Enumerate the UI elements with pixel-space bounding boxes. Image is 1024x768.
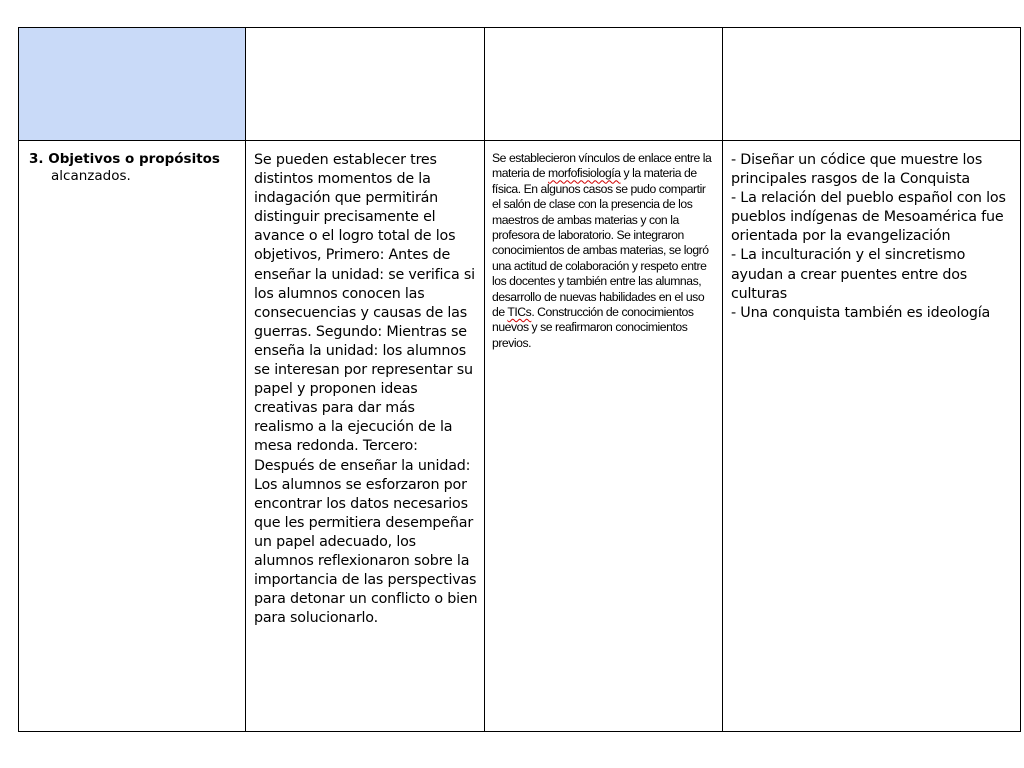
table-cell-empty — [246, 28, 485, 141]
links-text-part2: y la materia de física. En algunos casos se pudo compartir el salón de clase con la presencia de los maestros de ambas materias y con la profesora de laboratorio. Se integraron conocimientos de ambas materias, se logró una actitud de colaboración y respeto entre los docentes y también entre las alumnas, desarrollo de nuevas habilidades en el uso de — [492, 166, 709, 320]
label-cell-previous — [19, 28, 246, 141]
row-label-title: 3. Objetivos o propósitos — [29, 151, 220, 167]
list-item: - La relación del pueblo español con los pueblos indígenas de Mesoamérica fue orientada por la evangelización — [731, 190, 1006, 245]
links-text-part1: Se establecieron vínculos de enlace entre la materia de — [492, 151, 712, 181]
objectives-table — [18, 27, 1021, 732]
list-item: - La inculturación y el sincretismo ayudan a crear puentes entre dos culturas — [731, 247, 968, 302]
table-row-objectives — [19, 141, 1021, 732]
spellcheck-word: TICs — [507, 305, 532, 320]
outcomes-list — [723, 141, 1020, 323]
table-cell-links — [485, 141, 723, 732]
list-item: - Una conquista también es ideología — [731, 304, 991, 321]
table-cell-empty — [723, 28, 1021, 141]
row-label-rest: alcanzados. — [51, 168, 131, 184]
row-label — [19, 141, 245, 185]
moments-text: Se pueden establecer tres distintos momentos de la indagación que permitirán distinguir precisamente el avance o el logro total de los objetivos, Primero: Antes de enseñar la unidad: se verifica si los alumnos conocen las consecuencias y causas de las guerras. Segundo: Mientras se enseña la unidad: los alumnos se interesan por representar su papel y proponen ideas creativas para dar más realismo a la ejecución de la mesa redonda. Tercero: Después de enseñar la unidad: Los alumnos se esforzaron por encontrar los datos necesarios que les permitiera desempeñar un papel adecuado, los alumnos reflexionaron sobre la importancia de las perspectivas para detonar un conflicto o bien para solucionarlo. — [254, 152, 478, 627]
table-cell-moments — [246, 141, 485, 732]
spellcheck-word: morfofisiología — [548, 166, 621, 181]
label-cell-objectives — [19, 141, 246, 732]
table-cell-empty — [485, 28, 723, 141]
table-row-previous — [19, 28, 1021, 141]
links-text-part3: . Construcción de conocimientos nuevos y se reafirmaron conocimientos previos. — [492, 305, 694, 350]
list-item: - Diseñar un códice que muestre los principales rasgos de la Conquista — [731, 152, 983, 188]
table-cell-outcomes — [723, 141, 1021, 732]
links-text — [485, 141, 722, 351]
